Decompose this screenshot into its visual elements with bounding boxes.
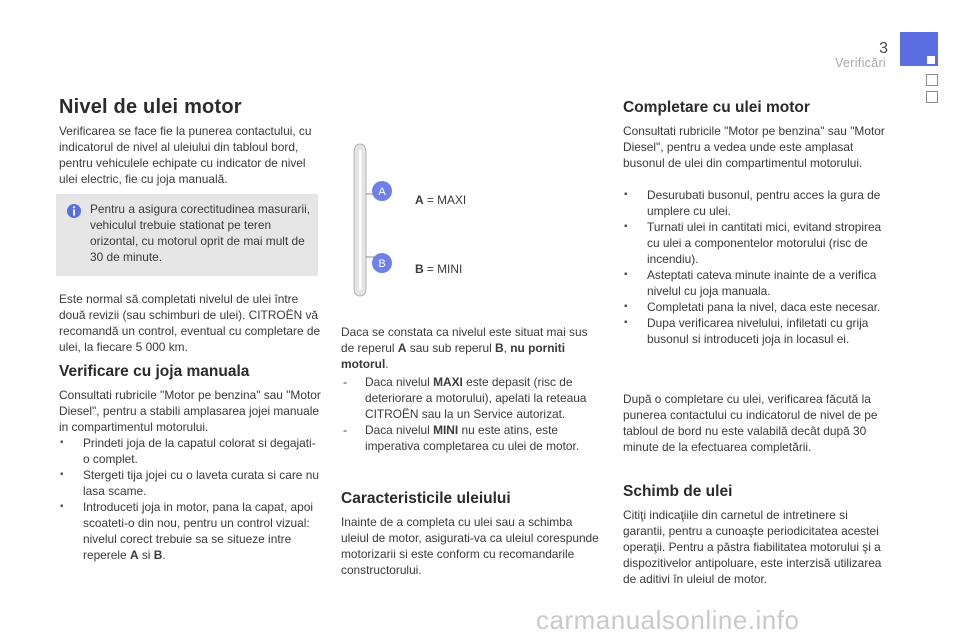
- normal-paragraph: Este normal să completati nivelul de ulei între două revizii (sau schimburi de ulei). CITROËN vă recomandă un control, eventual cu completare de ulei, la fiecare 5 000 km.: [59, 292, 321, 354]
- section-tab[interactable]: [926, 91, 938, 103]
- list-item: - Daca nivelul MAXI este depasit (risc de deteriorare a motorului), apelati la reteaua CITROËN sau la un Service autorizat.: [343, 375, 587, 421]
- list-item: ▪ Desurubati busonul, pentru acces la gura de umplere cu ulei.: [624, 188, 881, 218]
- section-tab[interactable]: [926, 74, 938, 86]
- check-paragraph: Daca se constata ca nivelul este situat mai sus de reperul A sau sub reperul B, nu porniti motorul.: [341, 325, 588, 371]
- svg-text:B: B: [378, 258, 386, 270]
- info-box-text: Pentru a asigura corectitudinea masurarii, vehiculul trebuie stationat pe teren orizontal, cu motorul oprit de mai mult de 30 de minute.: [90, 202, 311, 264]
- oil-change-title: Schimb de ulei: [623, 483, 733, 500]
- manual-steps-list: [59, 435, 321, 563]
- info-icon: [66, 203, 82, 224]
- bullet-icon: ▪: [60, 437, 64, 448]
- label-mini: B = MINI: [415, 262, 463, 276]
- svg-text:A: A: [378, 186, 386, 198]
- page-number: 3: [879, 40, 888, 57]
- characteristics-paragraph: Inainte de a completa cu ulei sau a schimba uleiul de motor, asigurati-va ca uleiul corespunde motorizarii si este conform cu recomandarile constructorului.: [341, 515, 599, 577]
- completion-title: Completare cu ulei motor: [623, 99, 810, 116]
- page-title: Nivel de ulei motor: [59, 96, 242, 118]
- intro-paragraph: Verificarea se face fie la punerea contactului, cu indicatorul de nivel al uleiului din tabloul bord, pentru vehiculele echipate cu indicator de nivel ulei electric, fie cu joja manuală.: [59, 124, 312, 186]
- list-item: - Daca nivelul MINI nu este atins, este imperativa completarea cu ulei de motor.: [343, 423, 580, 453]
- list-item: ▪ Asteptati cateva minute inainte de a verifica nivelul cu joja manuala.: [624, 268, 877, 298]
- list-item: ▪ Prindeti joja de la capatul colorat si degajati-o complet.: [60, 436, 316, 466]
- label-maxi: A = MAXI: [415, 193, 467, 207]
- bullet-icon: ▪: [624, 221, 628, 232]
- completion-steps-list: [623, 187, 885, 347]
- watermark: carmanualsonline.info: [536, 605, 800, 635]
- section-title: Verificări: [835, 56, 886, 70]
- bullet-icon: ▪: [60, 469, 64, 480]
- list-item: ▪ Introduceti joja in motor, pana la capat, apoi scoateti-o din nou, pentru un control vizual: nivelul corect trebuie sa se situeze intre reperele A si B.: [60, 500, 314, 562]
- manual-title: Verificare cu joja manuala: [59, 363, 250, 380]
- oil-change-paragraph: Citiţi indicaţiile din carnetul de intretinere si garantii, pentru a cunoaşte periodicitatea acestei operaţii. Pentru a păstra fiabilitatea motorului şi a dispozitivelor antipoluare, este interzisă utilizarea de aditivi în uleiul de motor.: [623, 508, 882, 586]
- bullet-icon: ▪: [624, 301, 628, 312]
- completion-intro: Consultati rubricile "Motor pe benzina" sau "Motor Diesel", pentru a vedea unde este amplasat busonul de ulei din compartimentul motorului.: [623, 124, 885, 170]
- tab-indicator-icon: [927, 56, 935, 64]
- list-item: ▪ Dupa verificarea nivelului, infiletati cu grija busonul si introduceti joja in locasul ei.: [624, 316, 869, 346]
- list-item: ▪ Completati pana la nivel, daca este necesar.: [624, 300, 881, 314]
- manual-intro: Consultati rubricile "Motor pe benzina" sau "Motor Diesel", pentru a stabili amplasarea jojei manuale in compartimentul motorului.: [59, 388, 321, 434]
- bullet-icon: ▪: [60, 501, 64, 512]
- level-warnings-list: [341, 374, 597, 454]
- bullet-icon: ▪: [624, 269, 628, 280]
- list-item: ▪ Stergeti tija jojei cu o laveta curata si care nu lasa scame.: [60, 468, 319, 498]
- dipstick-illustration: [352, 140, 392, 305]
- list-item: ▪ Turnati ulei in cantitati mici, evitand stropirea cu ulei a componentelor motorului (risc de incendiu).: [624, 220, 882, 266]
- bullet-icon: ▪: [624, 317, 628, 328]
- characteristics-title: Caracteristicile uleiului: [341, 490, 511, 507]
- marker-b-icon: [371, 252, 393, 279]
- marker-a-icon: [371, 180, 393, 207]
- bullet-icon: ▪: [624, 189, 628, 200]
- after-completion-paragraph: După o completare cu ulei, verificarea făcută la punerea contactului cu indicatorul de nivel de pe tabloul de bord nu este valabilă decât după 30 minute de la efectuarea completării.: [623, 392, 878, 454]
